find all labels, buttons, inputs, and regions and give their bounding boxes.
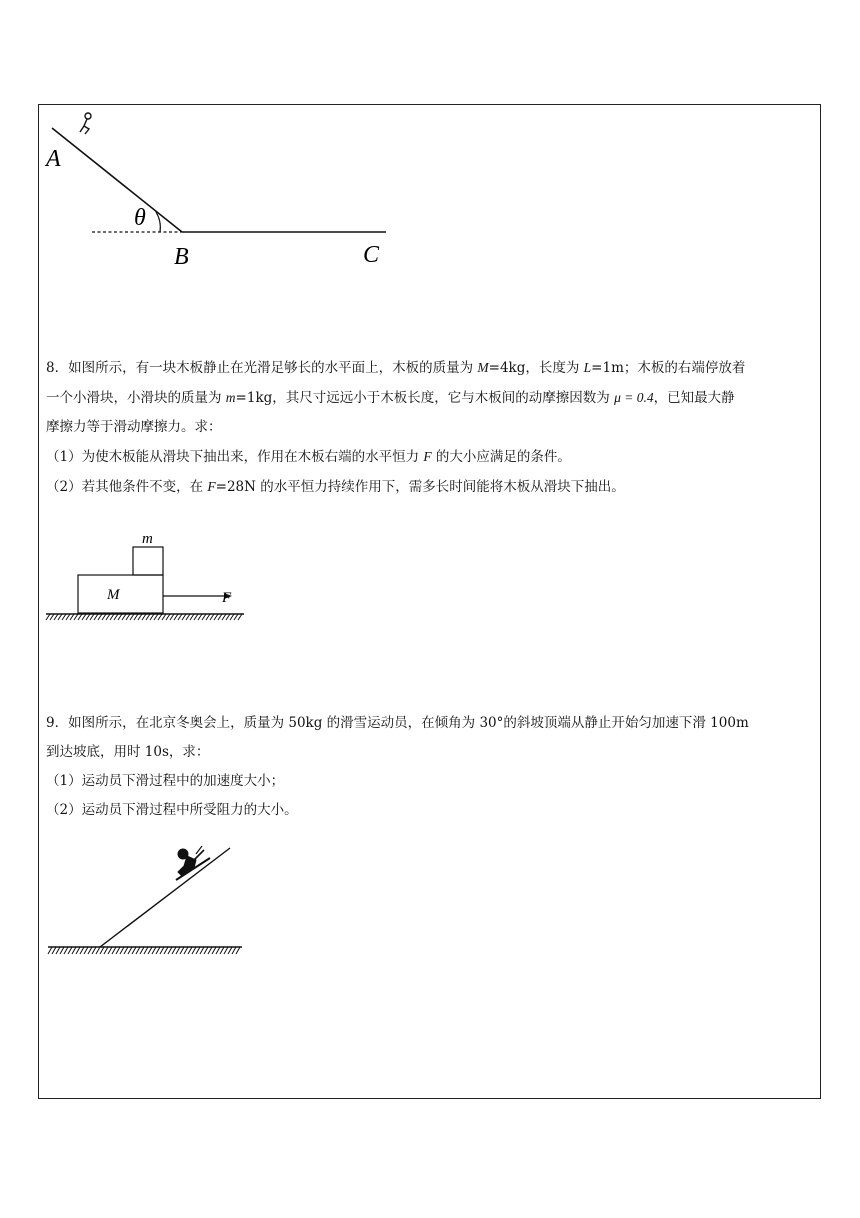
label-F: F: [222, 590, 232, 606]
q9-sub-2: （2）运动员下滑过程中所受阻力的大小。: [46, 802, 298, 818]
label-M: M: [107, 587, 120, 603]
label-B: B: [174, 244, 189, 270]
ski-slope-figure: [44, 838, 254, 963]
q8-line-3: 摩擦力等于滑动摩擦力。求：: [46, 419, 222, 435]
label-C: C: [363, 242, 380, 268]
q8-line-2: 一个小滑块，小滑块的质量为 m=1kg，其尺寸远远小于木板长度，它与木板间的动摩擦因数为 μ = 0.4，已知最大静: [46, 390, 735, 406]
skier-icon: [176, 846, 210, 880]
q9-line-2: 到达坡底，用时 10s，求：: [46, 744, 210, 760]
incline-figure: [40, 106, 400, 276]
q9-sub-1: （1）运动员下滑过程中的加速度大小；: [46, 773, 285, 789]
label-theta: θ: [134, 205, 146, 231]
skier-icon: [80, 113, 91, 134]
label-m: m: [142, 531, 153, 547]
board-block-figure: [44, 526, 254, 626]
question-8: [46, 353, 818, 502]
q8-sub-2: （2）若其他条件不变，在 F=28N 的水平恒力持续作用下，需多长时间能将木板从滑块下抽出。: [46, 479, 625, 495]
question-9: [46, 709, 818, 825]
q9-line-1: 9．如图所示，在北京冬奥会上，质量为 50kg 的滑雪运动员，在倾角为 30°的斜坡顶端从静止开始匀加速下滑 100m: [46, 715, 749, 731]
q8-sub-1: （1）为使木板能从滑块下抽出来，作用在木板右端的水平恒力 F 的大小应满足的条件。: [46, 449, 571, 465]
q8-line-1: 8．如图所示，有一块木板静止在光滑足够长的水平面上，木板的质量为 M=4kg，长度为 L=1m；木板的右端停放着: [46, 360, 746, 376]
label-A: A: [46, 146, 61, 172]
